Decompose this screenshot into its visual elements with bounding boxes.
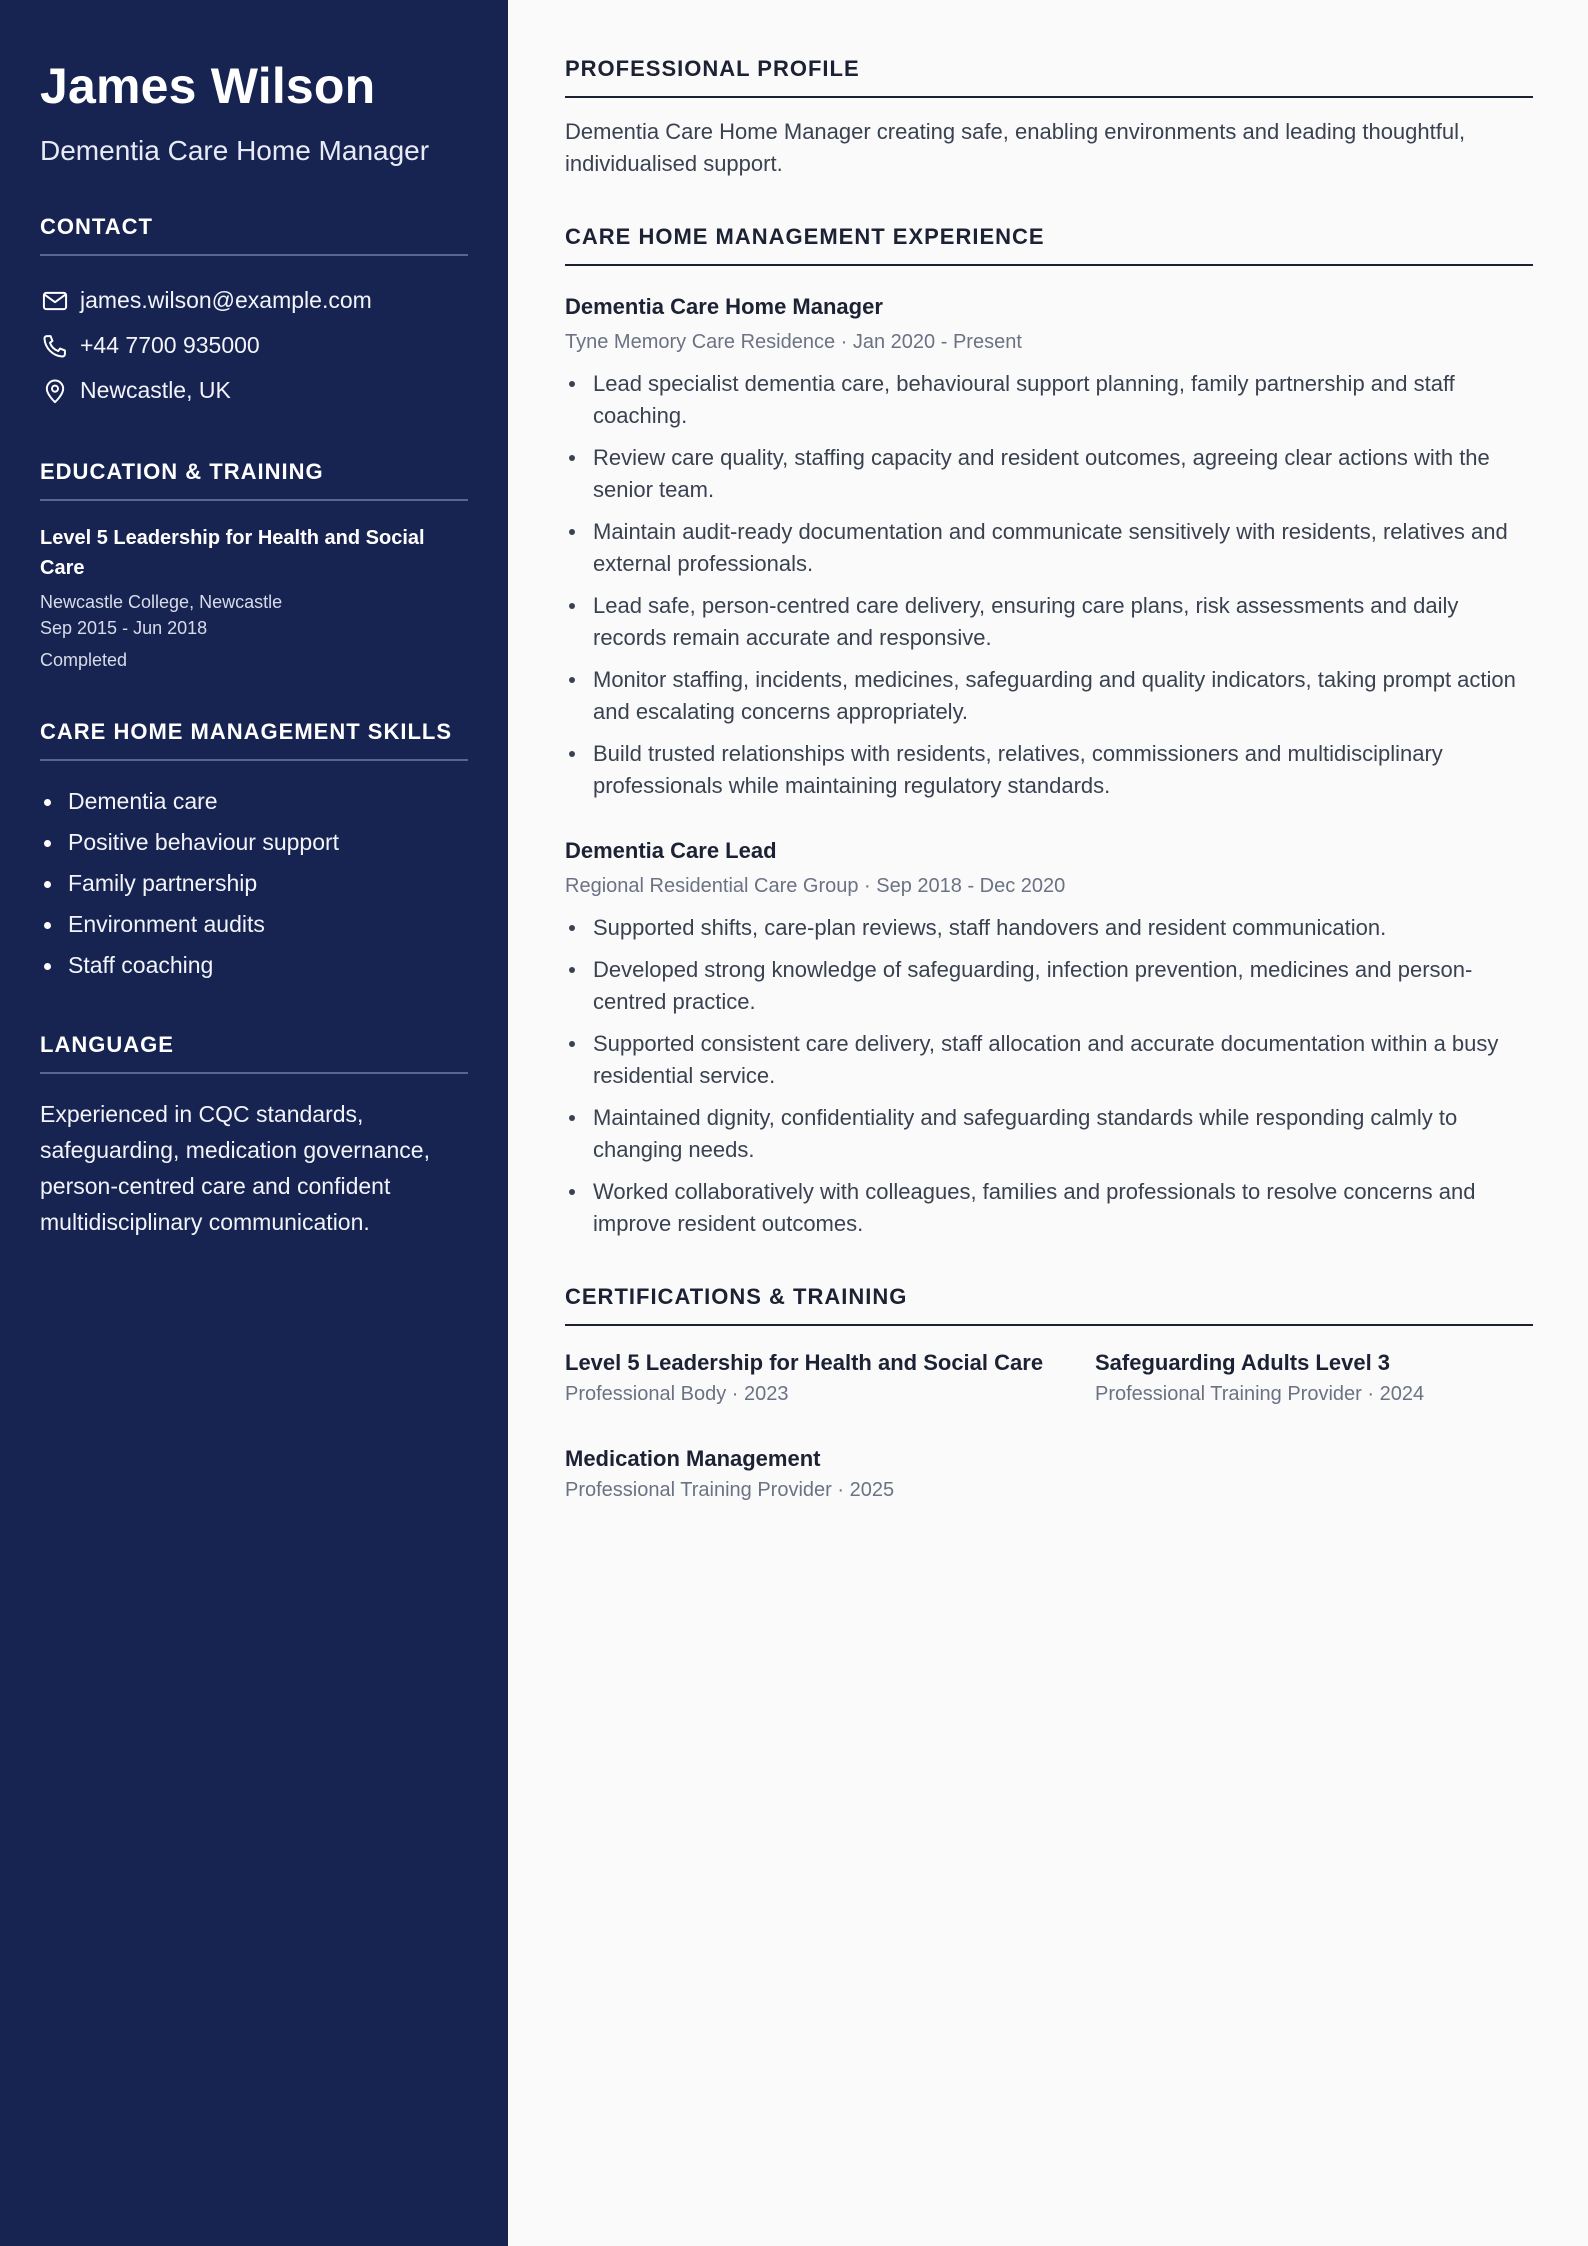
job-entry <box>565 292 1533 802</box>
list-item: Staff coaching <box>40 945 468 986</box>
list-item: Supported shifts, care-plan reviews, staff handovers and resident communication. <box>565 912 1533 944</box>
list-item: Build trusted relationships with residents, relatives, commissioners and multidisciplinary professionals while maintaining regulatory standards. <box>565 738 1533 802</box>
contact-phone[interactable] <box>40 323 468 368</box>
envelope-icon <box>40 286 70 316</box>
certification-item <box>1095 1348 1533 1408</box>
candidate-name: James Wilson <box>40 58 376 114</box>
profile-text: Dementia Care Home Manager creating safe, enabling environments and leading thoughtful, individualised support. <box>565 119 1466 176</box>
contact-list <box>40 278 468 413</box>
email-text: james.wilson@example.com <box>80 287 372 313</box>
list-item: Dementia care <box>40 781 468 822</box>
language-section <box>40 1032 468 1240</box>
list-item: Worked collaboratively with colleagues, families and professionals to resolve concerns and improve resident outcomes. <box>565 1176 1533 1240</box>
list-item: Developed strong knowledge of safeguarding, infection prevention, medicines and person-centred practice. <box>565 954 1533 1018</box>
certification-meta: Professional Training Provider · 2024 <box>1095 1383 1425 1405</box>
certification-item <box>565 1444 1095 1504</box>
language-text: Experienced in CQC standards, safeguarding, medication governance, person-centred care and confident multidisciplinary communication. <box>40 1101 430 1235</box>
profile-heading: PROFESSIONAL PROFILE <box>565 56 1533 98</box>
language-heading: LANGUAGE <box>40 1032 468 1074</box>
skills-section <box>40 719 468 986</box>
certifications-grid <box>565 1348 1533 1504</box>
contact-heading: CONTACT <box>40 214 468 256</box>
job-role: Dementia Care Lead <box>565 838 777 863</box>
list-item: Review care quality, staffing capacity and resident outcomes, agreeing clear actions with the senior team. <box>565 442 1533 506</box>
list-item: Lead specialist dementia care, behavioural support planning, family partnership and staff coaching. <box>565 368 1533 432</box>
list-item: Maintained dignity, confidentiality and safeguarding standards while responding calmly to changing needs. <box>565 1102 1533 1166</box>
list-item: Maintain audit-ready documentation and communicate sensitively with residents, relatives and external professionals. <box>565 516 1533 580</box>
certification-name: Safeguarding Adults Level 3 <box>1095 1350 1391 1375</box>
contact-email[interactable] <box>40 278 468 323</box>
experience-heading: CARE HOME MANAGEMENT EXPERIENCE <box>565 224 1533 266</box>
certification-item <box>565 1348 1095 1408</box>
job-bullets <box>565 368 1533 802</box>
certifications-heading: CERTIFICATIONS & TRAINING <box>565 1284 1533 1326</box>
job-meta: Regional Residential Care Group · Sep 2018 - Dec 2020 <box>565 875 1066 897</box>
job-entry <box>565 836 1533 1240</box>
education-dates: Sep 2015 - Jun 2018 <box>40 618 208 638</box>
education-status: Completed <box>40 650 128 670</box>
job-bullets <box>565 912 1533 1240</box>
contact-location <box>40 368 468 413</box>
phone-icon <box>40 331 70 361</box>
contact-section <box>40 214 468 413</box>
education-degree: Level 5 Leadership for Health and Social Care <box>40 527 425 579</box>
certification-name: Medication Management <box>565 1446 821 1471</box>
list-item: Lead safe, person-centred care delivery, ensuring care plans, risk assessments and daily records remain accurate and responsive. <box>565 590 1533 654</box>
profile-section <box>565 56 1533 180</box>
list-item: Supported consistent care delivery, staff allocation and accurate documentation within a busy residential service. <box>565 1028 1533 1092</box>
list-item: Monitor staffing, incidents, medicines, safeguarding and quality indicators, taking prompt action and escalating concerns appropriately. <box>565 664 1533 728</box>
education-section <box>40 459 468 673</box>
certification-meta: Professional Training Provider · 2025 <box>565 1479 895 1501</box>
list-item: Positive behaviour support <box>40 822 468 863</box>
education-heading: EDUCATION & TRAINING <box>40 459 468 501</box>
map-pin-icon <box>40 376 70 406</box>
skills-heading: CARE HOME MANAGEMENT SKILLS <box>40 719 468 761</box>
certification-name: Level 5 Leadership for Health and Social Care <box>565 1350 1044 1375</box>
list-item: Environment audits <box>40 904 468 945</box>
skills-list <box>40 781 468 986</box>
job-meta: Tyne Memory Care Residence · Jan 2020 - Present <box>565 331 1022 353</box>
job-role: Dementia Care Home Manager <box>565 294 883 319</box>
education-school: Newcastle College, Newcastle <box>40 592 283 612</box>
experience-section <box>565 224 1533 1240</box>
education-entry <box>40 523 468 673</box>
location-text: Newcastle, UK <box>80 377 231 403</box>
sidebar <box>0 0 508 2246</box>
candidate-title: Dementia Care Home Manager <box>40 135 430 166</box>
certification-meta: Professional Body · 2023 <box>565 1383 789 1405</box>
phone-text: +44 7700 935000 <box>80 332 260 358</box>
list-item: Family partnership <box>40 863 468 904</box>
main-content <box>565 56 1533 1504</box>
certifications-section <box>565 1284 1533 1504</box>
